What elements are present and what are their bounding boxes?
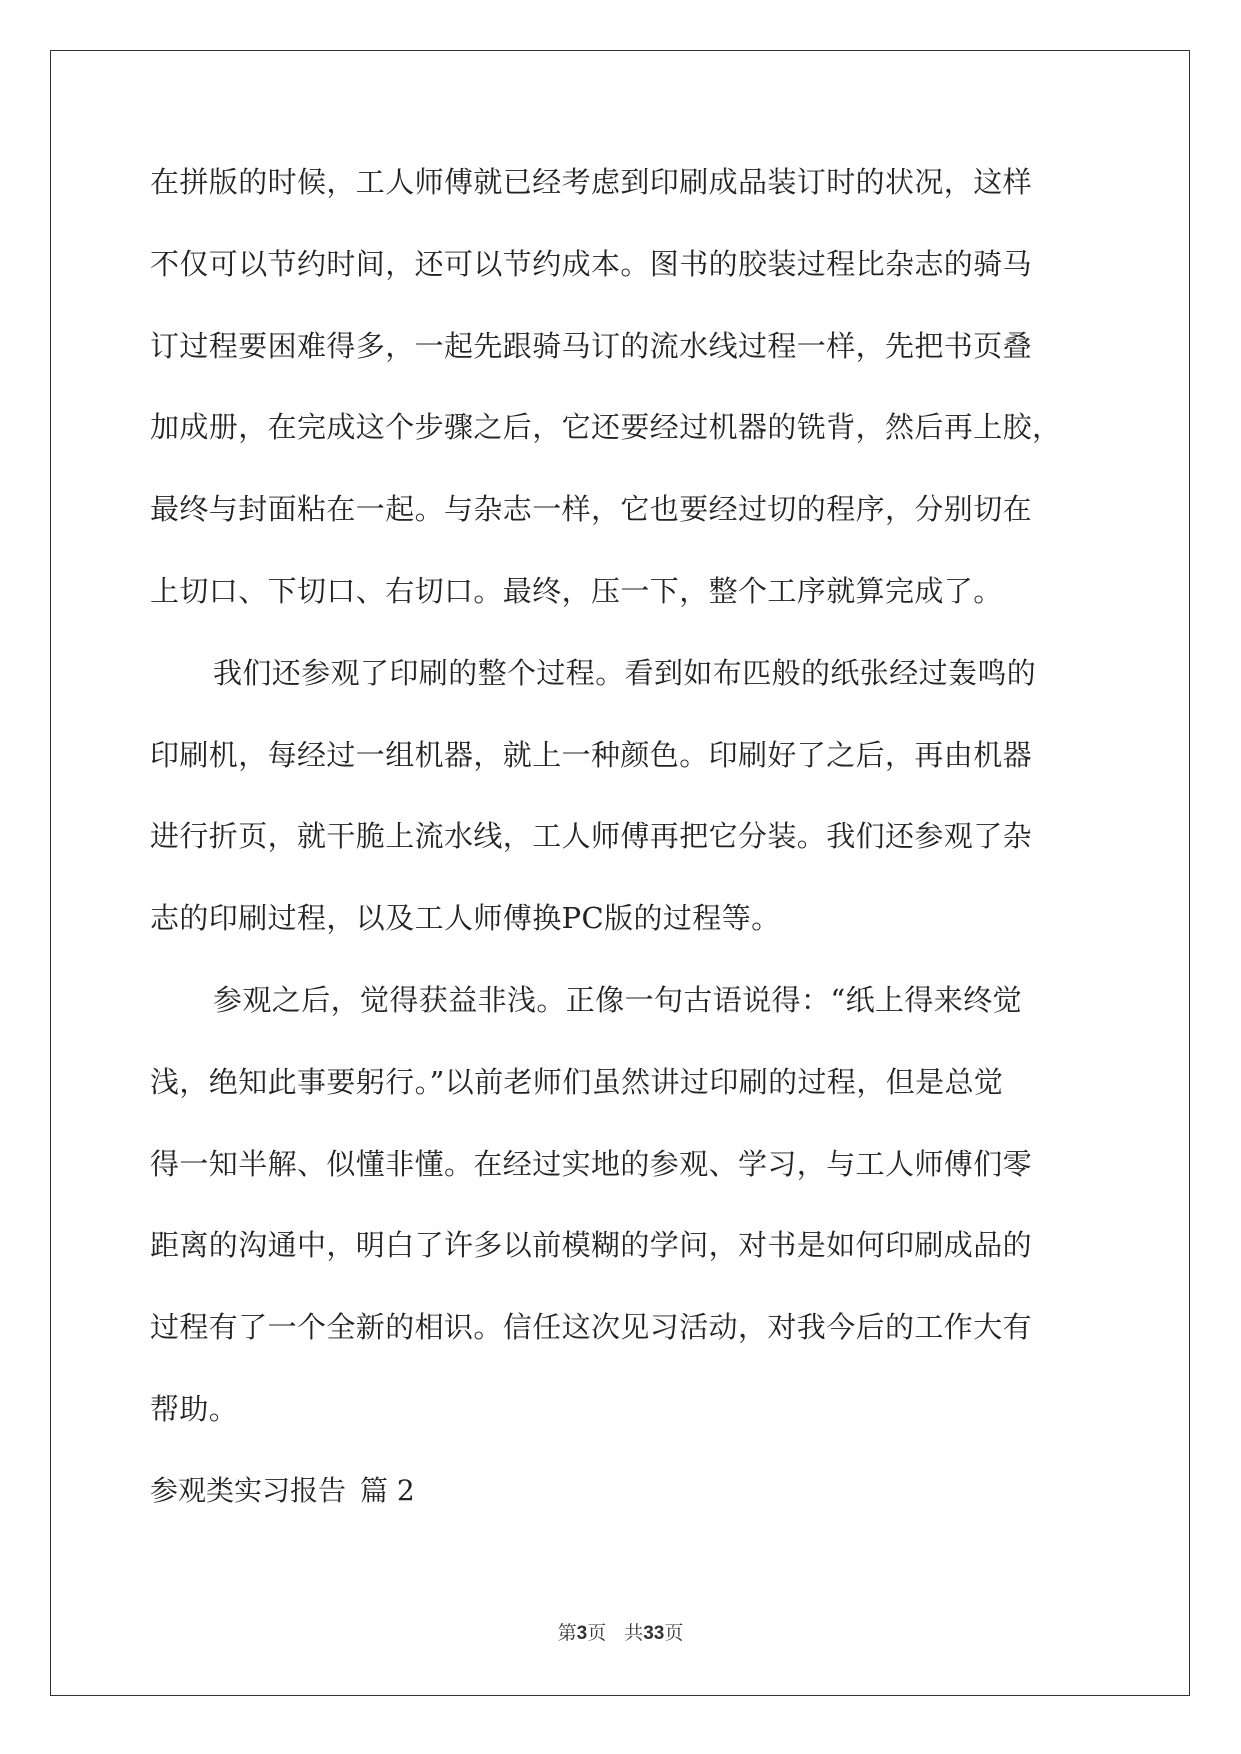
- total-pages: 33: [643, 1623, 665, 1644]
- paragraph-line: 志的印刷过程，以及工人师傅换PC版的过程等。: [150, 901, 781, 936]
- page-prefix: 第: [557, 1622, 577, 1644]
- paragraph-line: 上切口、下切口、右切口。最终，压一下，整个工序就算完成了。: [150, 573, 1003, 608]
- document-body: [150, 162, 1095, 1553]
- section-heading-title: 参观类实习报告: [150, 1473, 347, 1507]
- paragraph-line: 参观之后，觉得获益非浅。正像一句古语说得：“纸上得来终觉: [213, 982, 1023, 1017]
- paragraph-line: 我们还参观了印刷的整个过程。看到如布匹般的纸张经过轰鸣的: [213, 655, 1037, 690]
- page-footer: [0, 1618, 1241, 1645]
- paragraph-line: 得一知半解、似懂非懂。在经过实地的参观、学习，与工人师傅们零: [150, 1146, 1033, 1181]
- paragraph-line: 订过程要困难得多，一起先跟骑马订的流水线过程一样，先把书页叠: [150, 328, 1033, 363]
- total-prefix: 共: [624, 1622, 644, 1644]
- paragraph-line: 加成册，在完成这个步骤之后，它还要经过机器的铣背，然后再上胶，: [150, 410, 1062, 445]
- section-heading: [150, 1471, 1095, 1553]
- page-unit: 页: [587, 1622, 607, 1644]
- paragraph-line: 进行折页，就干脆上流水线，工人师傅再把它分装。我们还参观了杂: [150, 819, 1033, 854]
- paragraph-line: 帮助。: [150, 1391, 239, 1426]
- paragraph-line: 过程有了一个全新的相识。信任这次见习活动，对我今后的工作大有: [150, 1310, 1033, 1345]
- paragraph-line: 印刷机，每经过一组机器，就上一种颜色。印刷好了之后，再由机器: [150, 737, 1033, 772]
- total-unit: 页: [664, 1622, 684, 1644]
- paragraph-line: 距离的沟通中，明白了许多以前模糊的学问，对书是如何印刷成品的: [150, 1228, 1033, 1263]
- paragraph-line: 不仅可以节约时间，还可以节约成本。图书的胶装过程比杂志的骑马: [150, 246, 1033, 281]
- paragraph-line: 最终与封面粘在一起。与杂志一样，它也要经过切的程序，分别切在: [150, 492, 1033, 527]
- paragraph-line: 浅，绝知此事要躬行。”以前老师们虽然讲过印刷的过程，但是总觉: [150, 1064, 1004, 1099]
- section-heading-number: 篇 2: [360, 1473, 415, 1507]
- page-number: 3: [576, 1623, 588, 1644]
- paragraph-line: 在拼版的时候，工人师傅就已经考虑到印刷成品装订时的状况，这样: [150, 165, 1033, 199]
